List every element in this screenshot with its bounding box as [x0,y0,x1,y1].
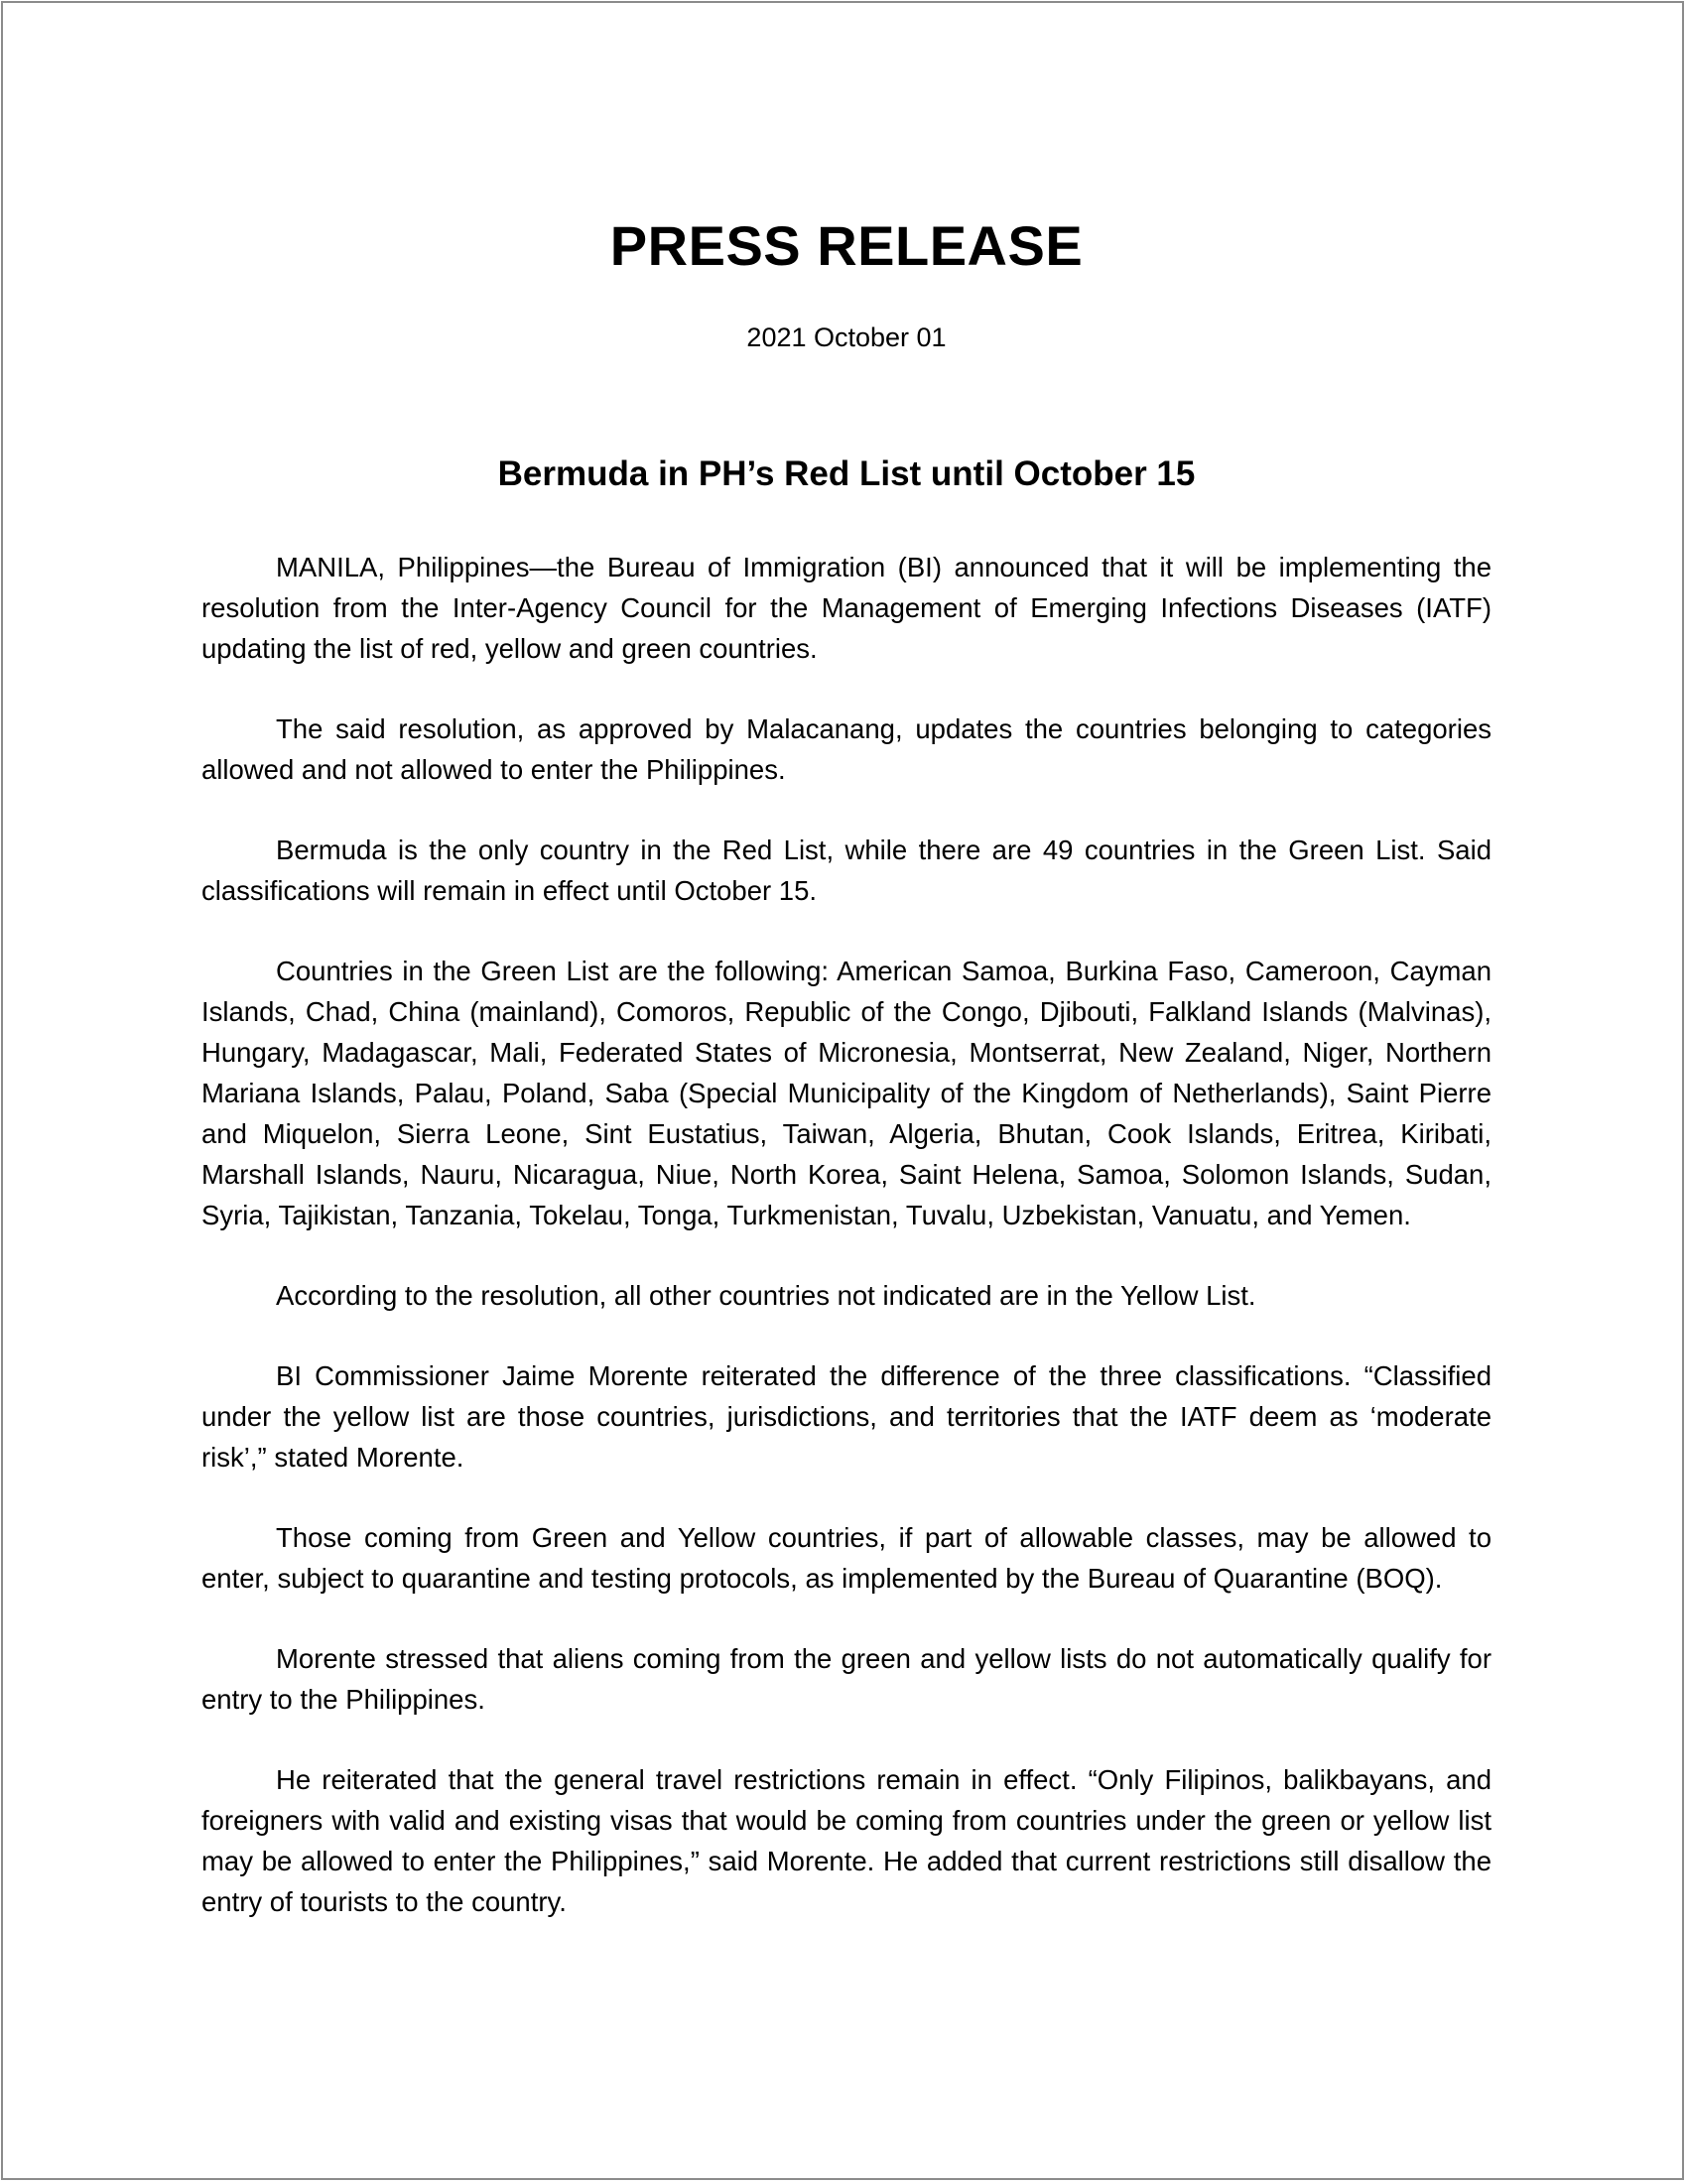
paragraph: Bermuda is the only country in the Red List, while there are 49 countries in the Green List. Said classifications will remain in effect until October 15. [201,835,1492,906]
paragraph: BI Commissioner Jaime Morente reiterated the difference of the three classifications. “Classified under the yellow list are those countries, jurisdictions, and territories that the IATF deem as ‘moderate risk’,” stated Morente. [201,1360,1492,1473]
paragraph: Morente stressed that aliens coming from the green and yellow lists do not automatically qualify for entry to the Philippines. [201,1643,1492,1715]
paragraph: According to the resolution, all other countries not indicated are in the Yellow List. [276,1280,1256,1311]
headline: Bermuda in PH’s Red List until October 15 [497,454,1196,493]
release-date: 2021 October 01 [746,322,947,352]
article-body [201,547,1492,1962]
paragraph: MANILA, Philippines—the Bureau of Immigration (BI) announced that it will be implementing the resolution from the Inter-Agency Council for the Management of Emerging Infections Diseases (IATF) updating the list of red, yellow and green countries. [201,552,1492,664]
page-title: PRESS RELEASE [609,214,1084,277]
paragraph: He reiterated that the general travel restrictions remain in effect. “Only Filipinos, balikbayans, and foreigners with valid and existing visas that would be coming from countries under the green or yellow list may be allowed to enter the Philippines,” said Morente. He added that current restrictions still disallow the entry of tourists to the country. [201,1764,1492,1917]
document-page [1,1,1684,2180]
paragraph: Those coming from Green and Yellow countries, if part of allowable classes, may be allowed to enter, subject to quarantine and testing protocols, as implemented by the Bureau of Quarantine (BOQ). [201,1522,1492,1594]
paragraph: The said resolution, as approved by Malacanang, updates the countries belonging to categories allowed and not allowed to enter the Philippines. [201,713,1492,785]
paragraph: Countries in the Green List are the following: American Samoa, Burkina Faso, Cameroon, Cayman Islands, Chad, China (mainland), Comoros, Republic of the Congo, Djibouti, Falkland Islands (Malvinas), Hungary, Madagascar, Mali, Federated States of Micronesia, Montserrat, New Zealand, Niger, Northern Mariana Islands, Palau, Poland, Saba (Special Municipality of the Kingdom of Netherlands), Saint Pierre and Miquelon, Sierra Leone, Sint Eustatius, Taiwan, Algeria, Bhutan, Cook Islands, Eritrea, Kiribati, Marshall Islands, Nauru, Nicaragua, Niue, North Korea, Saint Helena, Samoa, Solomon Islands, Sudan, Syria, Tajikistan, Tanzania, Tokelau, Tonga, Turkmenistan, Tuvalu, Uzbekistan, Vanuatu, and Yemen. [201,956,1492,1230]
